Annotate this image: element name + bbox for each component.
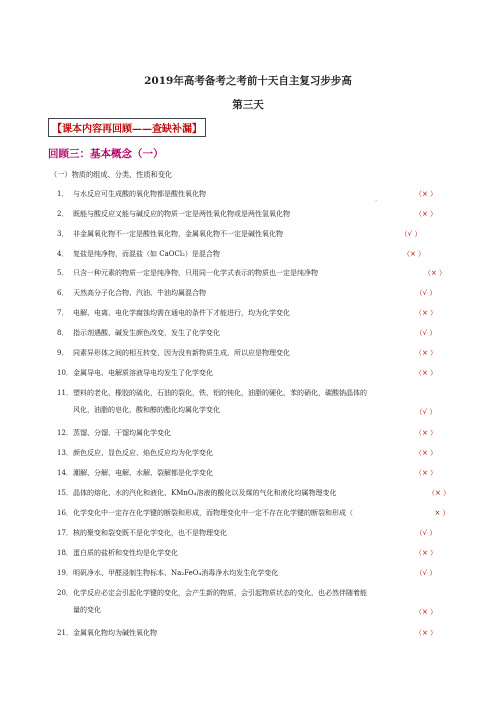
item-number: 16． (57, 509, 73, 517)
item-text: 化学变化中一定存在化学键的断裂和形成，而物理变化中一定不存在化学键的断裂和形成（ (73, 509, 353, 517)
item-text: 同素异形体之间的相互转变，因为没有新物质生成，所以应是物理变化 (73, 349, 290, 357)
item-number: 8． (57, 329, 69, 337)
item-text: 金属氧化物均为碱性氧化物 (73, 629, 157, 637)
item-number: 12． (57, 429, 73, 437)
day-title: 第三天 (232, 99, 264, 111)
item-number: 19． (57, 569, 73, 577)
item-text: 天然高分子化合物、汽油、牛油均属混合物 (73, 289, 206, 297)
item-text: 指示剂遇酸、碱发生颜色改变，发生了化学变化 (73, 329, 220, 337)
item-text: 潮解、分解、电解、水解、裂解都是化学变化 (73, 469, 213, 477)
answer-mark: （× ） (414, 309, 438, 317)
item-text: 化学反应必定会引起化学键的变化，会产生新的物质，会引起物质状态的变化，也必然伴随着能 (73, 589, 367, 597)
item-text-continued: 量的变化 (73, 606, 101, 614)
item-number: 6． (57, 289, 69, 297)
item-number: 11． (57, 389, 73, 397)
item-number: 2． (57, 210, 69, 218)
answer-mark: （× ） (414, 429, 438, 437)
answer-mark: （√ ） (415, 289, 437, 297)
answer-mark: （× ） (414, 469, 438, 477)
item-text: 晶体的熔化、水的汽化和液化、KMnO₄溶液的酸化以及煤的气化和液化均属物理变化 (73, 489, 337, 497)
answer-mark: （√ ） (415, 408, 437, 416)
item-number: 14． (57, 469, 73, 477)
answer-mark: （√ ） (400, 230, 422, 238)
page-title: 2019年高考备考之考前十天自主复习步步高 (144, 75, 352, 87)
item-number: 15． (57, 489, 73, 497)
item-text: 颜色反应、显色反应、焰色反应均为化学变化 (73, 449, 213, 457)
item-number: 13． (57, 449, 73, 457)
item-text: 非金属氧化物不一定是酸性氧化物，金属氧化物不一定是碱性氧化物 (73, 230, 283, 238)
stray-dot: . (375, 195, 378, 203)
item-text: 蒸馏、分馏、干馏均属化学变化 (73, 429, 171, 437)
answer-mark: （× ） (402, 250, 426, 258)
item-number: 17． (57, 529, 73, 537)
item-text: 电解、电离、电化学腐蚀均需在通电的条件下才能进行，均为化学变化 (73, 309, 290, 317)
item-number: 18． (57, 549, 73, 557)
answer-mark: （× ） (414, 549, 438, 557)
item-text: 既能与酸反应又能与碱反应的物质一定是两性氧化物或是两性氢氧化物 (73, 210, 290, 218)
item-number: 4． (57, 250, 69, 258)
item-number: 5． (57, 269, 69, 277)
item-number: 10． (57, 369, 73, 377)
item-number: 3． (57, 230, 69, 238)
answer-mark: （× ） (414, 449, 438, 457)
item-text: 只含一种元素的物质一定是纯净物，只用同一化学式表示的物质也一定是纯净物 (73, 269, 318, 277)
answer-mark: （× ） (414, 349, 438, 357)
answer-mark: （√ ） (415, 329, 437, 337)
review-title: 回顾三：基本概念（一） (48, 148, 164, 160)
item-text: 复盐是纯净物，而混盐（如 CaOCl₂）是混合物 (73, 250, 220, 258)
item-number: 9． (57, 349, 69, 357)
section-tag: 【课本内容再回顾——查缺补漏】 (48, 118, 206, 137)
subsection-title: （一）物质的组成、分类、性质和变化 (50, 170, 173, 179)
answer-mark: （√ ） (415, 529, 437, 537)
answer-mark: （× ） (414, 629, 438, 637)
item-text-continued: 风化，油脂的皂化，酸和醇的酯化均属化学变化 (73, 406, 220, 414)
answer-mark: （√ ） (415, 569, 437, 577)
answer-mark: （× ） (414, 210, 438, 218)
item-text: 金属导电、电解质溶液导电均发生了化学变化 (73, 369, 213, 377)
item-text: 明矾净水、甲醛浸制生物标本、Na₂FeO₄消毒净水均发生化学变化 (73, 569, 279, 577)
item-number: 7． (57, 309, 69, 317)
item-text: 与水反应可生成酸的氧化物都是酸性氧化物 (73, 190, 206, 198)
answer-mark: （× ） (414, 369, 438, 377)
item-text: 蛋白质的盐析和变性均是化学变化 (73, 549, 178, 557)
answer-mark: （× ） (414, 190, 438, 198)
item-text: 塑料的老化，橡胶的硫化，石油的裂化，铁、铝的钝化，油脂的硬化，苯的硝化，碳酸钠晶体的 (73, 389, 367, 397)
item-number: 21． (57, 629, 73, 637)
answer-mark: （× ） (423, 269, 447, 277)
answer-mark: × ） (434, 509, 450, 517)
item-number: 1． (57, 190, 69, 198)
item-number: 20． (57, 589, 73, 597)
answer-mark: （× ） (414, 608, 438, 616)
item-text: 核的聚变和裂变既不是化学变化，也不是物理变化 (73, 529, 227, 537)
answer-mark: （× ） (427, 489, 451, 497)
